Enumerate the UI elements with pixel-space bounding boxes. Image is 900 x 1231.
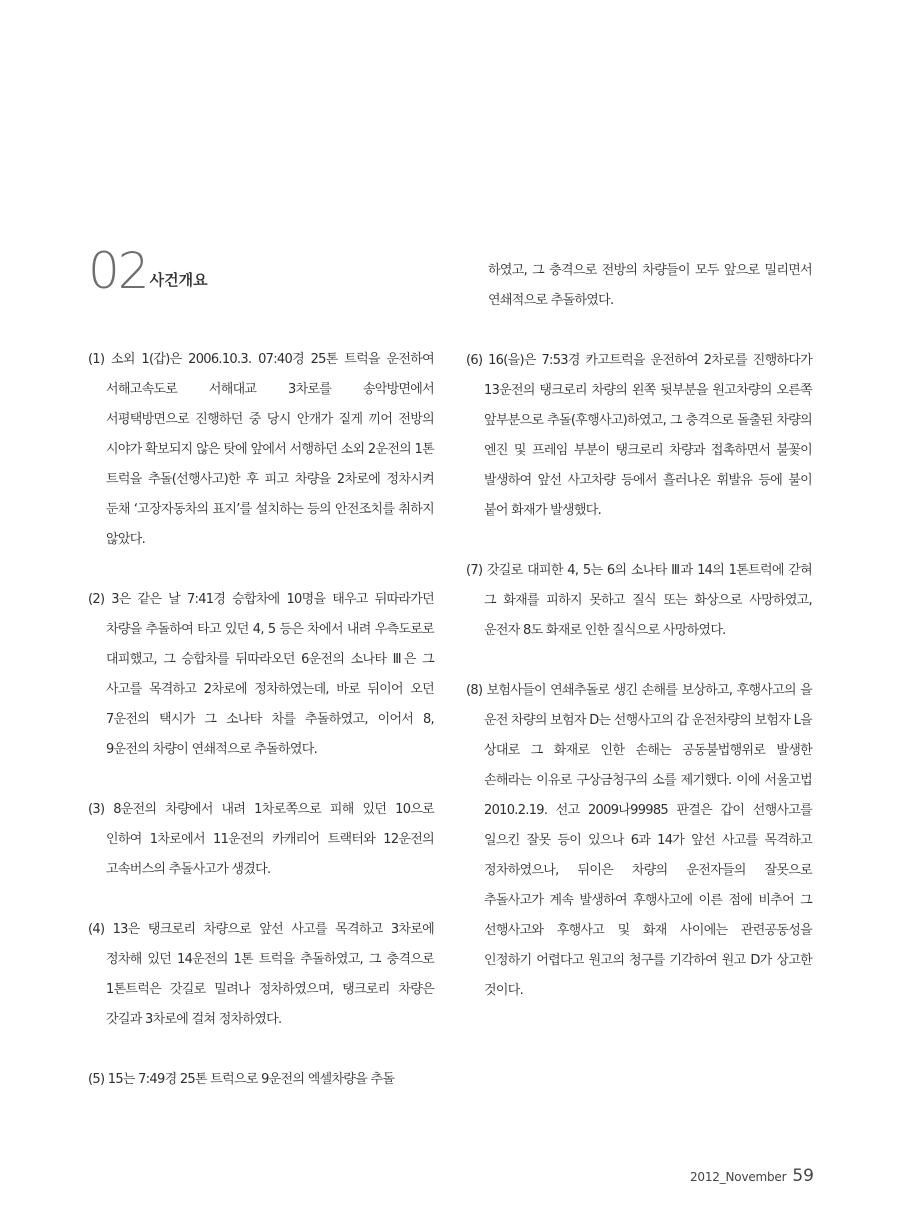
left-column [88, 345, 434, 1095]
right-column [466, 256, 812, 1006]
paragraph-5-continued: 하였고, 그 충격으로 전방의 차량들이 모두 앞으로 밀리면서 연쇄적으로 추돌하였다. [488, 263, 812, 308]
paragraph-7: (7) 갓길로 대피한 4, 5는 6의 소나타 Ⅲ과 14의 1톤트럭에 갇혀 그 화재를 피하지 못하고 질식 또는 화상으로 사망하였고, 운전자 8도 화재로 인한 질식으로 사망하였다. [466, 563, 812, 638]
section-number: 02 [88, 242, 148, 300]
section-title: 사건개요 [149, 271, 208, 289]
issue-label: 2012_November [689, 1170, 787, 1184]
paragraph-5: (5) 15는 7:49경 25톤 트럭으로 9운전의 엑셀차량을 추돌 [88, 1072, 395, 1087]
paragraph-3: (3) 8운전의 차량에서 내려 1차로쪽으로 피해 있던 10으로 인하여 1차로에서 11운전의 카캐리어 트랙터와 12운전의 고속버스의 추돌사고가 생겼다. [88, 802, 434, 877]
paragraph-8: (8) 보험사들이 연쇄추돌로 생긴 손해를 보상하고, 후행사고의 을 운전 차량의 보험자 D는 선행사고의 갑 운전차량의 보험자 L을 상대로 그 화재로 인한 손해는 공동불법행위로 발생한 손해라는 이유로 구상금청구의 소를 제기했다. 이에 서울고법 2010.2.19. 선고 2009나99985 판결은 갑이 선행사고를 일으킨 잘못 등이 있으나 6과 14가 앞선 사고를 목격하고 정차하였으나, 뒤이은 차량의 운전자들의 잘못으로 추돌사고가 계속 발생하여 후행사고에 이른 점에 비추어 그 선행사고와 후행사고 및 화재 사이에는 관련공동성을 인정하기 어렵다고 원고의 청구를 기각하여 원고 D가 상고한 것이다. [466, 683, 812, 998]
paragraph-1: (1) 소외 1(갑)은 2006.10.3. 07:40경 25톤 트럭을 운전하여 서해고속도로 서해대교 3차로를 송악방면에서 서평택방면으로 진행하던 중 당시 안개가 짙게 끼어 전방의 시야가 확보되지 않은 탓에 앞에서 서행하던 소외 2운전의 1톤 트럭을 추돌(선행사고)한 후 피고 차량을 2차로에 정차시켜 둔채 ‘고장자동차의 표지’를 설치하는 등의 안전조치를 취하지 않았다. [88, 352, 434, 547]
paragraph-4: (4) 13은 탱크로리 차량으로 앞선 사고를 목격하고 3차로에 정차해 있던 14운전의 1톤 트럭을 추돌하였고, 그 충격으로 1톤트럭은 갓길로 밀려나 정차하였으며, 탱크로리 차량은 갓길과 3차로에 걸쳐 정차하였다. [88, 922, 434, 1027]
paragraph-6: (6) 16(을)은 7:53경 카고트럭을 운전하여 2차로를 진행하다가 13운전의 탱크로리 차량의 왼쪽 뒷부분을 원고차량의 오른쪽 앞부분으로 추돌(후행사고)하였고, 그 충격으로 돌출된 차량의 엔진 및 프레임 부분이 탱크로리 차량과 접촉하면서 불꽃이 발생하여 앞선 사고차량 등에서 흘러나온 휘발유 등에 불이 붙어 화재가 발생했다. [466, 353, 812, 518]
section-heading [88, 242, 208, 300]
paragraph-2: (2) 3은 같은 날 7:41경 승합차에 10명을 태우고 뒤따라가던 차량을 추돌하여 타고 있던 4, 5 등은 차에서 내려 우측도로로 대피했고, 그 승합차를 뒤따라오던 6운전의 소나타 Ⅲ은 그 사고를 목격하고 2차로에 정차하였는데, 바로 뒤이어 오던 7운전의 택시가 그 소나타 차를 추돌하였고, 이어서 8, 9운전의 차량이 연쇄적으로 추돌하였다. [88, 592, 434, 757]
page-number: 59 [792, 1166, 814, 1186]
page-footer [690, 1166, 814, 1186]
